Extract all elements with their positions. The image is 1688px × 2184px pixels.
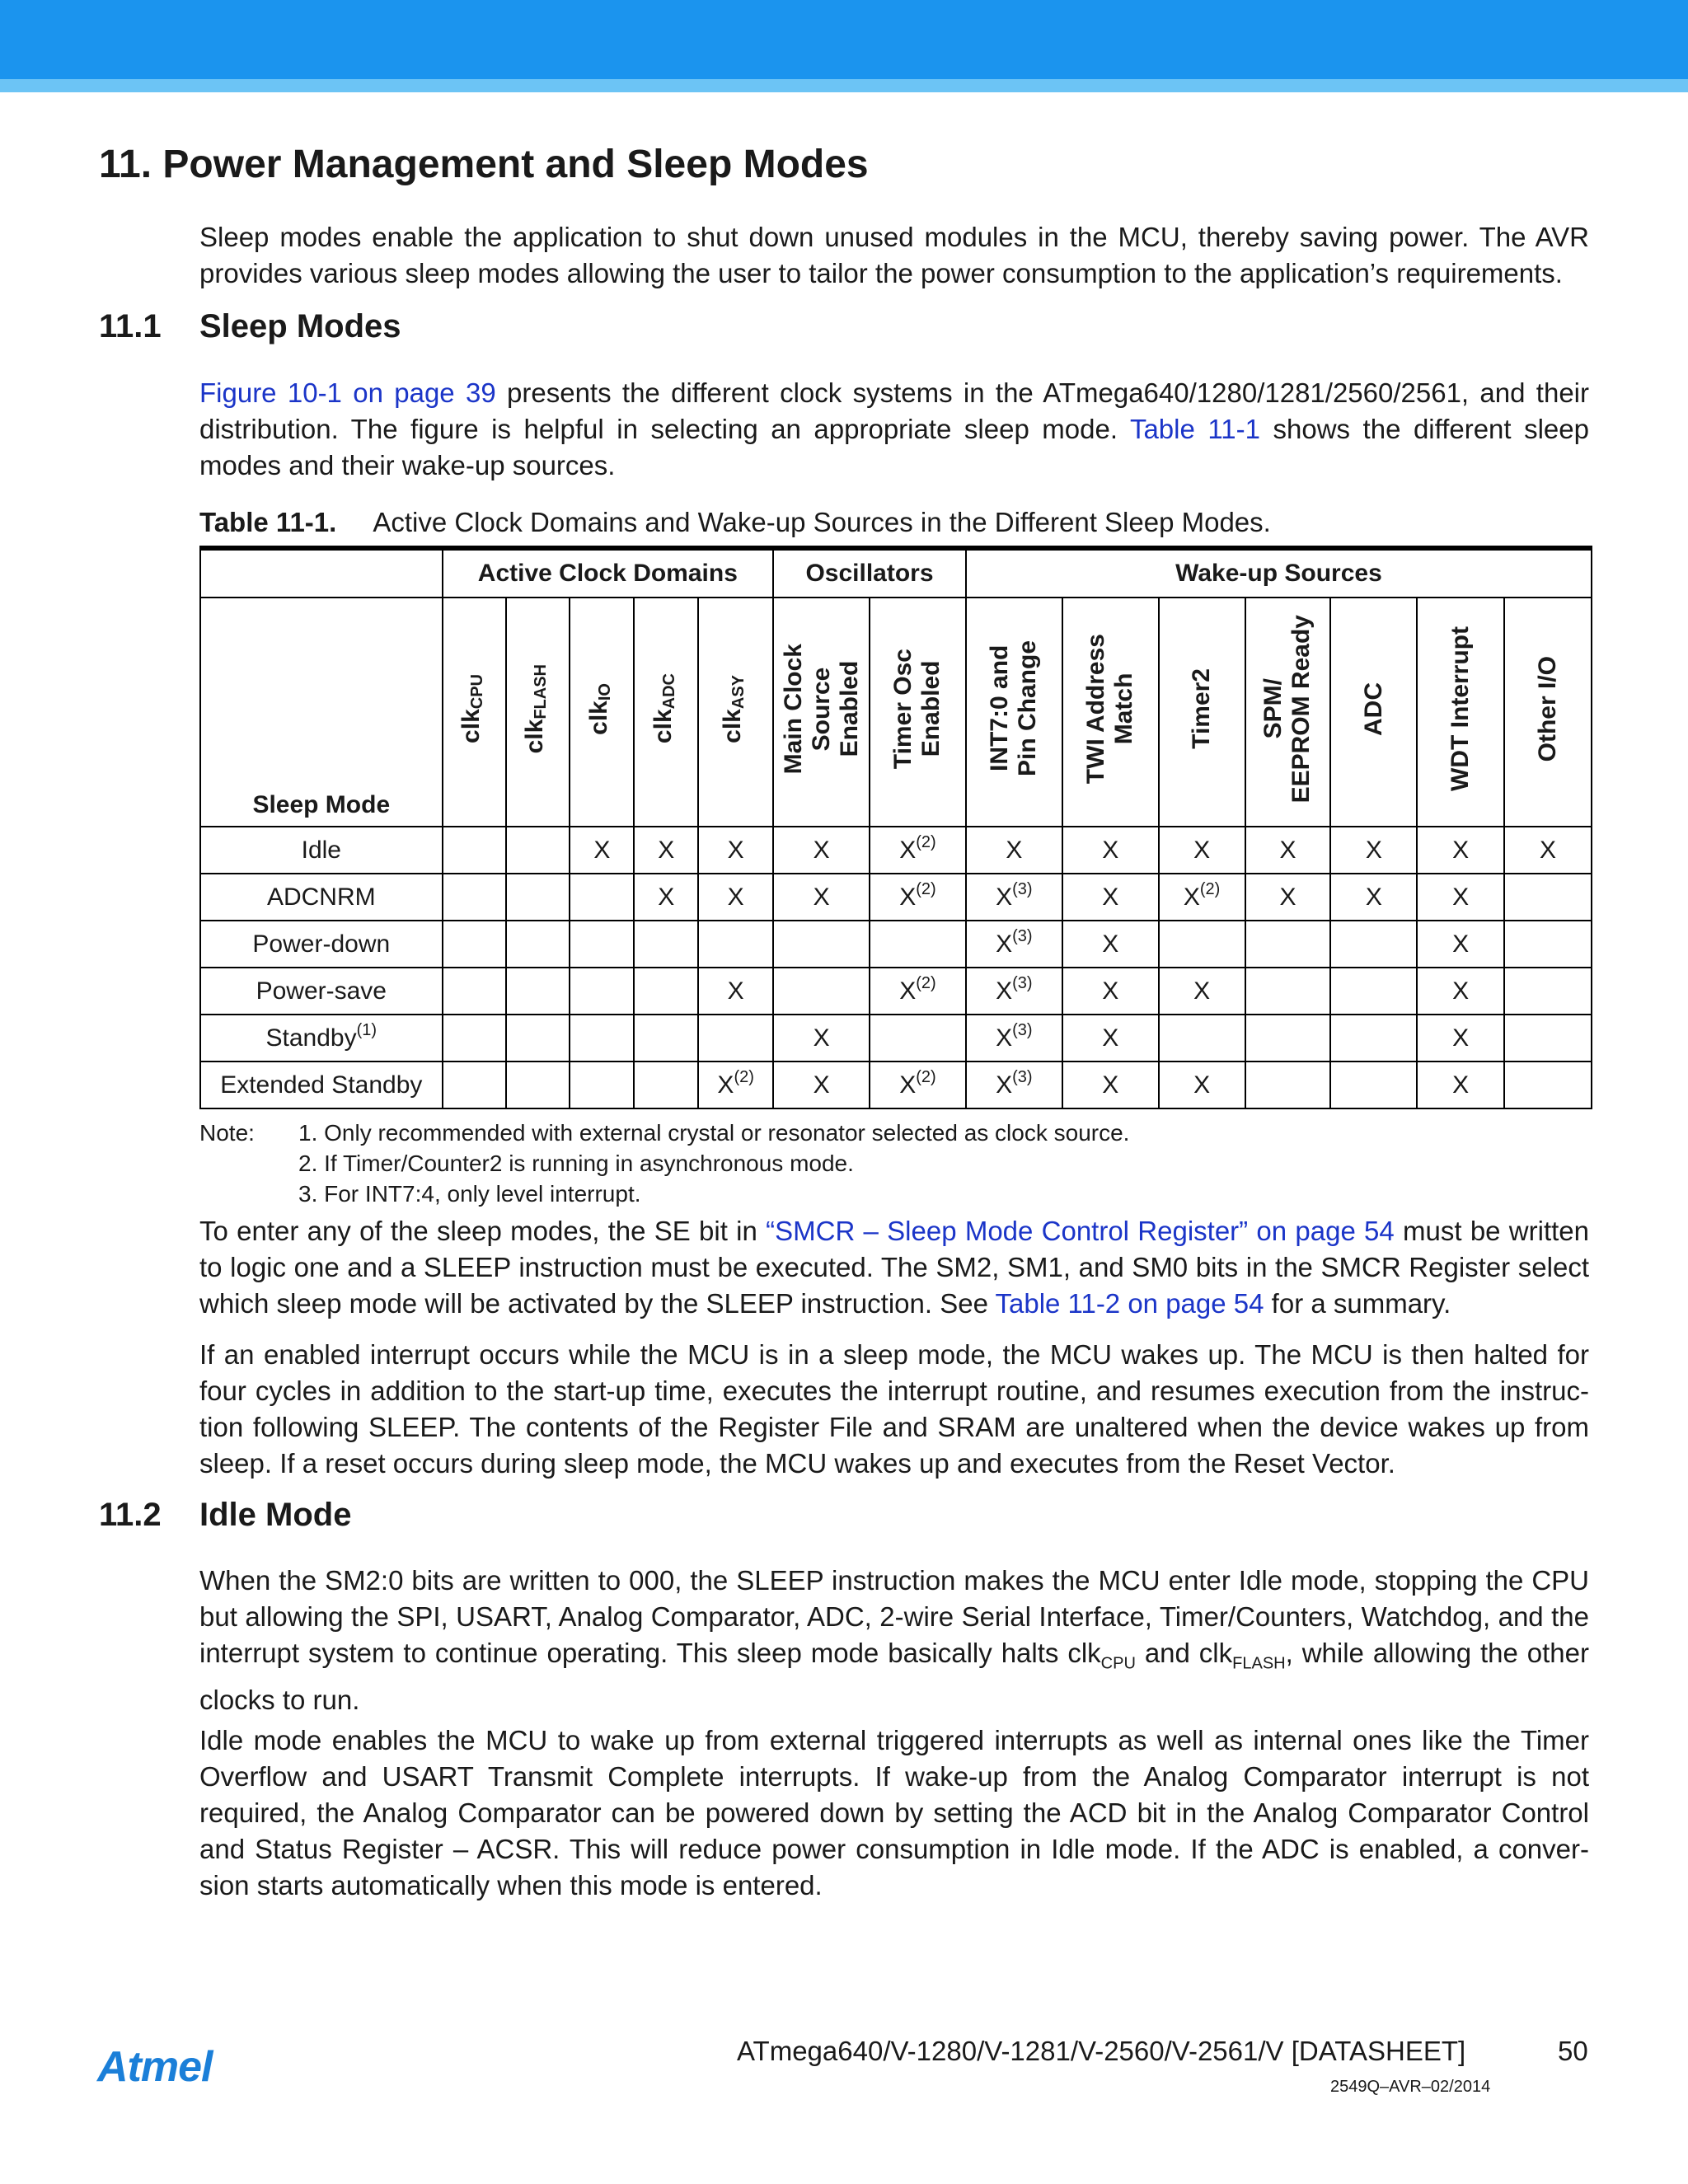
table-cell xyxy=(634,968,698,1015)
paragraph-text: shows the different sleep modes and their wake-up sources. xyxy=(199,414,1589,480)
table-cell: $X^{(3)}$ xyxy=(966,968,1062,1015)
table-cell: X xyxy=(1504,827,1592,874)
table-cell: X xyxy=(1159,827,1245,874)
header-bar-edge xyxy=(0,79,1688,92)
note-item: 2. If Timer/Counter2 is running in asynchronous mode. xyxy=(298,1151,854,1176)
table-cell: $X^{(2)}$ xyxy=(870,1062,966,1108)
table-cell xyxy=(506,827,570,874)
table-cell: X xyxy=(1062,874,1159,921)
footer-document-title: ATmega640/V-1280/V-1281/V-2560/V-2561/V [DATASHEET] xyxy=(737,2036,1466,2066)
table-cell xyxy=(1330,968,1417,1015)
column-header-spm-eeprom: SPM/ EEPROM Ready xyxy=(1245,598,1331,827)
sleep-mode-cell: Power-down xyxy=(200,921,443,968)
table-cell xyxy=(1245,1062,1331,1108)
table-cell: X xyxy=(1159,1062,1245,1108)
column-header-int-pin-change: INT7:0 and Pin Change xyxy=(966,598,1062,827)
table-cell: X xyxy=(1062,1015,1159,1062)
table-cell xyxy=(570,968,634,1015)
table-cell xyxy=(506,1062,570,1108)
column-header-sleep-mode: Sleep Mode xyxy=(200,598,443,827)
table-cell: X xyxy=(966,827,1062,874)
table-cell: $X^{(2)}$ xyxy=(1159,874,1245,921)
table-cell: X xyxy=(1245,874,1331,921)
table-cell: X xyxy=(773,827,870,874)
column-header-adc: ADC xyxy=(1330,598,1417,827)
sleep-mode-cell: Extended Standby xyxy=(200,1062,443,1108)
table-cell: $X^{(2)}$ xyxy=(870,874,966,921)
table-cell: X xyxy=(1417,1062,1504,1108)
table-cell: X xyxy=(698,968,773,1015)
table-cell: X xyxy=(1417,921,1504,968)
column-header-clk-io: clk$_{IO}$ xyxy=(570,598,634,827)
column-header-clk-asy: clk$_{ASY}$ xyxy=(698,598,773,827)
table-cell: X xyxy=(1330,827,1417,874)
table-cell xyxy=(1330,921,1417,968)
table-cell xyxy=(443,827,506,874)
table-cell: X xyxy=(1417,968,1504,1015)
table-cell xyxy=(506,874,570,921)
table-cell xyxy=(1504,968,1592,1015)
table-row xyxy=(200,874,1592,921)
group-header-clock-domains: Active Clock Domains xyxy=(443,548,774,598)
table-cell xyxy=(1330,1015,1417,1062)
paragraph-text: presents the different clock systems in the ATmega640/1280/1281/2560/2561, and their distribution. The figure is helpful in selecting an appropriate sleep mode. xyxy=(199,377,1589,444)
section-number: 11.2 xyxy=(99,1497,162,1533)
group-header-wakeup-sources: Wake-up Sources xyxy=(966,548,1592,598)
table-cell xyxy=(570,921,634,968)
section-title: Idle Mode xyxy=(199,1497,352,1533)
idle-mode-paragraph-1: When the SM2:0 bits are written to 000, the SLEEP instruction makes the MCU enter Idle mode, stopping the CPU but allowing the SPI, USART, Analog Comparator, ADC, 2-wire Serial Interface, Timer/Counters, Watchdog, and the interrupt system to continue operating. This sleep mode basically halts clk$_{CPU}$ and clk$_{FLASH}$, while allowing the other clocks to run. xyxy=(199,1565,1590,1715)
column-header-clk-flash: clk$_{FLASH}$ xyxy=(506,598,570,827)
table-cell: X xyxy=(1062,1062,1159,1108)
table-cell: X xyxy=(1417,874,1504,921)
table-cell xyxy=(1504,874,1592,921)
section-number: 11.1 xyxy=(99,308,162,344)
table-cell xyxy=(443,1062,506,1108)
table-cell: $X^{(3)}$ xyxy=(966,1015,1062,1062)
table-cell xyxy=(570,1015,634,1062)
table-cell: X xyxy=(1159,968,1245,1015)
footer-document-code: 2549Q–AVR–02/2014 xyxy=(1330,2078,1491,2096)
table-cell xyxy=(1330,1062,1417,1108)
column-header-clk-cpu: clk$_{CPU}$ xyxy=(443,598,506,827)
table-cell: $X^{(2)}$ xyxy=(698,1062,773,1108)
table-cell xyxy=(1159,921,1245,968)
table-caption xyxy=(199,507,1271,538)
section-heading-11-1 xyxy=(99,308,401,345)
table-row xyxy=(200,1062,1592,1108)
table-cell xyxy=(773,921,870,968)
group-header-empty xyxy=(200,548,443,598)
table-caption-label: Table 11-1. xyxy=(199,507,337,537)
chapter-title: 11. Power Management and Sleep Modes xyxy=(99,143,869,186)
table-cell xyxy=(443,1015,506,1062)
table-cell: X xyxy=(1330,874,1417,921)
table-link[interactable]: Table 11-1 xyxy=(1129,414,1260,444)
column-header-main-clock: Main Clock Source Enabled xyxy=(773,598,870,827)
table-cell: X xyxy=(698,874,773,921)
note-item: 3. For INT7:4, only level interrupt. xyxy=(298,1181,641,1207)
table-row xyxy=(200,921,1592,968)
table-cell xyxy=(870,1015,966,1062)
table-cell: $X^{(2)}$ xyxy=(870,968,966,1015)
table-cell xyxy=(1159,1015,1245,1062)
table-row xyxy=(200,968,1592,1015)
paragraph-text: To enter any of the sleep modes, the SE bit in xyxy=(199,1216,767,1246)
table-cell: $X^{(3)}$ xyxy=(966,1062,1062,1108)
table-cell xyxy=(1245,968,1331,1015)
section-title: Sleep Modes xyxy=(199,308,401,344)
paragraph-text: must be written to logic one and a SLEEP instruction must be executed. The SM2, SM1, and SM0 bits in the SMCR Register select which sleep mode will be activated by the SLEEP instruction. See xyxy=(199,1216,1589,1319)
column-header-wdt-interrupt: WDT Interrupt xyxy=(1417,598,1504,827)
table-row xyxy=(200,1015,1592,1062)
table-cell: X xyxy=(773,1015,870,1062)
table-cell xyxy=(443,968,506,1015)
table-cell: X xyxy=(634,874,698,921)
table-body xyxy=(200,827,1592,1108)
column-header-timer-osc: Timer Osc Enabled xyxy=(870,598,966,827)
enter-sleep-paragraph xyxy=(199,1213,1589,1322)
table-cell: $X^{(3)}$ xyxy=(966,874,1062,921)
table-cell: $X^{(3)}$ xyxy=(966,921,1062,968)
table-cell: X xyxy=(1245,827,1331,874)
smcr-link[interactable]: “SMCR – Sleep Mode Control Register” on page 54 xyxy=(766,1216,1395,1246)
table-cell xyxy=(506,1015,570,1062)
table-cell xyxy=(570,874,634,921)
column-header-twi-address: TWI Address Match xyxy=(1062,598,1159,827)
sleep-mode-cell: Standby$^{(1)}$ xyxy=(200,1015,443,1062)
table-cell xyxy=(443,874,506,921)
table-cell: X xyxy=(1062,968,1159,1015)
table-cell: X xyxy=(1417,827,1504,874)
table-cell xyxy=(870,921,966,968)
table-cell xyxy=(506,968,570,1015)
table-cell xyxy=(443,921,506,968)
sleep-modes-paragraph xyxy=(199,375,1589,484)
paragraph-text: for a summary. xyxy=(1264,1288,1451,1319)
section-heading-11-2 xyxy=(99,1497,351,1534)
table-cell xyxy=(1504,1015,1592,1062)
table-11-2-link[interactable]: Table 11-2 on page 54 xyxy=(995,1288,1264,1319)
column-header-timer2: Timer2 xyxy=(1159,598,1245,827)
table-cell: X xyxy=(1417,1015,1504,1062)
table-cell: X xyxy=(773,1062,870,1108)
table-cell xyxy=(634,921,698,968)
sleep-mode-cell: Power-save xyxy=(200,968,443,1015)
table-cell xyxy=(506,921,570,968)
table-cell: $X^{(2)}$ xyxy=(870,827,966,874)
idle-mode-paragraph-2: Idle mode enables the MCU to wake up from external triggered interrupts as well as internal ones like the Timer Overflow and USART Transmit Complete interrupts. If wake-up from the Analog Comparator interrupt is not required, the Analog Comparator can be powered down by setting the ACD bit in the Analog Comparator Control and Status Register – ACSR. This will reduce power consumption in Idle mode. If the ADC is enabled, a conver-sion starts automatically when this mode is entered. xyxy=(199,1725,1589,1900)
column-header-other-io: Other I/O xyxy=(1504,598,1592,827)
note-label: Note: xyxy=(199,1120,255,1146)
sleep-modes-table xyxy=(199,546,1592,1109)
table-cell: X xyxy=(773,874,870,921)
table-cell: X xyxy=(570,827,634,874)
table-cell xyxy=(634,1015,698,1062)
figure-link[interactable]: Figure 10-1 on page 39 xyxy=(199,377,496,408)
table-cell xyxy=(1245,921,1331,968)
header-bar xyxy=(0,0,1688,79)
column-header-clk-adc: clk$_{ADC}$ xyxy=(634,598,698,827)
interrupt-paragraph: If an enabled interrupt occurs while the MCU is in a sleep mode, the MCU wakes up. The MCU is then halted for four cycles in addition to the start-up time, executes the interrupt routine, and resumes execution from the instruc-tion following SLEEP. The contents of the Register File and SRAM are unaltered when the device wakes up from sleep. If a reset occurs during sleep mode, the MCU wakes up and executes from the Reset Vector. xyxy=(199,1339,1589,1479)
note-item: 1. Only recommended with external crystal or resonator selected as clock source. xyxy=(298,1120,1130,1146)
table-caption-text: Active Clock Domains and Wake-up Sources in the Different Sleep Modes. xyxy=(373,507,1271,537)
footer-page-number: 50 xyxy=(1558,2036,1588,2066)
table-cell xyxy=(1504,1062,1592,1108)
intro-paragraph: Sleep modes enable the application to shut down unused modules in the MCU, thereby saving power. The AVR provides various sleep modes allowing the user to tailor the power consumption to the application’s requirements. xyxy=(199,222,1589,288)
table-cell xyxy=(1504,921,1592,968)
table-cell xyxy=(570,1062,634,1108)
table-cell xyxy=(698,1015,773,1062)
sleep-mode-cell: Idle xyxy=(200,827,443,874)
atmel-logo: Atmel xyxy=(97,2043,213,2091)
group-header-oscillators: Oscillators xyxy=(773,548,966,598)
table-cell xyxy=(634,1062,698,1108)
table-cell: X xyxy=(1062,827,1159,874)
table-cell xyxy=(1245,1015,1331,1062)
table-cell: X xyxy=(634,827,698,874)
sleep-mode-cell: ADCNRM xyxy=(200,874,443,921)
table-cell xyxy=(773,968,870,1015)
table-cell: X xyxy=(698,827,773,874)
table-row xyxy=(200,827,1592,874)
table-cell: X xyxy=(1062,921,1159,968)
table-cell xyxy=(698,921,773,968)
